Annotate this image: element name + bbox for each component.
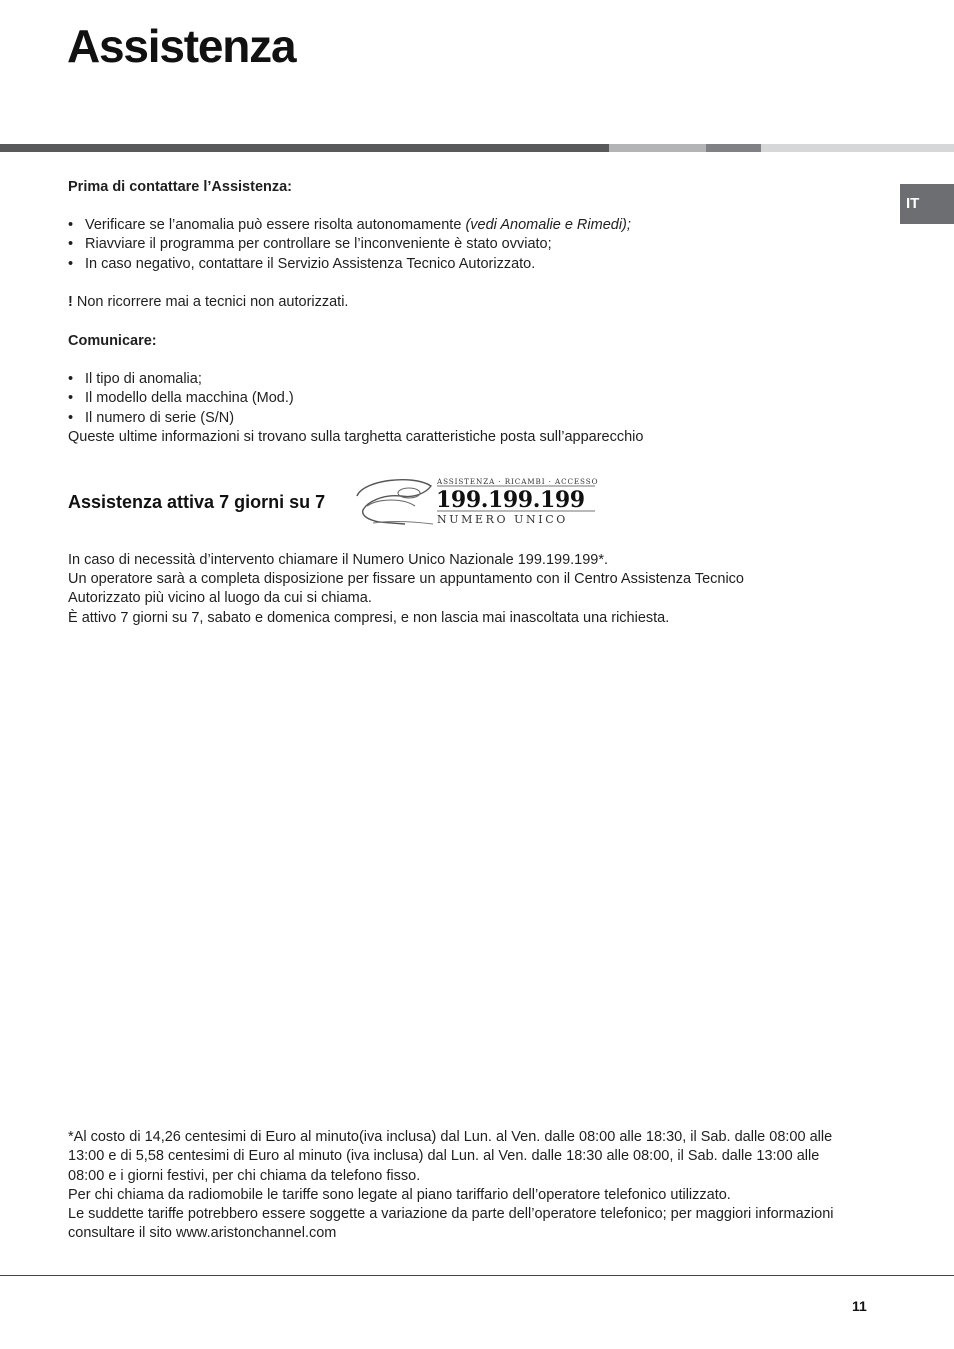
language-tab: IT [900, 184, 954, 224]
numero-unico-logo [353, 476, 598, 528]
footnote-line: consultare il sito www.aristonchannel.com [68, 1225, 337, 1241]
stripe-segment-light [609, 144, 706, 152]
page-number: 11 [852, 1298, 867, 1314]
cross-reference: (vedi Anomalie e Rimedi); [465, 217, 631, 233]
bullet-icon: • [68, 390, 74, 406]
stripe-segment-mid [706, 144, 761, 152]
warning-text: Non ricorrere mai a tecnici non autorizzati. [72, 294, 349, 310]
footnote-line: Per chi chiama da radiomobile le tariffe sono legate al piano tariffario dell’operatore telefonico utilizzato. [68, 1187, 731, 1203]
bullet-text: Il modello della macchina (Mod.) [85, 390, 294, 406]
bullet-icon: • [68, 217, 74, 233]
bullet-text: In caso negativo, contattare il Servizio Assistenza Tecnico Autorizzato. [85, 256, 536, 272]
bullet-icon: • [68, 410, 74, 426]
bullet-icon: • [68, 236, 74, 252]
footnote-line: 13:00 e di 5,58 centesimi di Euro al minuto (iva inclusa) dal Lun. al Ven. dalle 18:30 alle 08:00, il Sab. dalle 13:00 alle [68, 1148, 820, 1164]
logo-number: 199.199.199 [436, 487, 585, 513]
communicate-heading: Comunicare: [68, 333, 157, 349]
stripe-segment-dark [0, 144, 609, 152]
page-title: Assistenza [67, 20, 296, 72]
telephone-icon [353, 476, 598, 528]
bullet-text: Il tipo di anomalia; [85, 371, 202, 387]
list-item [68, 255, 535, 275]
bullet-icon: • [68, 371, 74, 387]
bullet-text: Verificare se l’anomalia può essere risolta autonomamente [85, 217, 466, 233]
footer-divider [0, 1275, 954, 1276]
bullet-text: Riavviare il programma per controllare se l’inconveniente è stato ovviato; [85, 236, 552, 252]
service-heading: Assistenza attiva 7 giorni su 7 [68, 492, 326, 512]
communicate-note: Queste ultime informazioni si trovano sulla targhetta caratteristiche posta sull’apparecchio [68, 429, 644, 445]
service-paragraph-line: È attivo 7 giorni su 7, sabato e domenica compresi, e non lascia mai inascoltata una richiesta. [68, 610, 670, 626]
list-item [68, 389, 294, 409]
footnote-line: *Al costo di 14,26 centesimi di Euro al minuto(iva inclusa) dal Lun. al Ven. dalle 08:00 alle 18:30, il Sab. dalle 08:00 alle [68, 1129, 833, 1145]
warning-icon: ! [68, 294, 73, 310]
stripe-segment-pale [761, 144, 954, 152]
list-item [68, 370, 202, 390]
service-paragraph-line: In caso di necessità d’intervento chiamare il Numero Unico Nazionale 199.199.199*. [68, 552, 609, 568]
footnote-line: Le suddette tariffe potrebbero essere soggette a variazione da parte dell’operatore telefonico; per maggiori informazioni [68, 1206, 834, 1222]
service-paragraph-line: Autorizzato più vicino al luogo da cui si chiama. [68, 590, 372, 606]
warning-note [68, 293, 348, 313]
list-item [68, 216, 631, 236]
bullet-icon: • [68, 256, 74, 272]
logo-top-text: ASSISTENZA · RICAMBI · ACCESSORI [437, 477, 598, 486]
before-contact-heading: Prima di contattare l’Assistenza: [68, 179, 293, 195]
service-paragraph-line: Un operatore sarà a completa disposizione per fissare un appuntamento con il Centro Assistenza Tecnico [68, 571, 744, 587]
bullet-text: Il numero di serie (S/N) [85, 410, 235, 426]
list-item [68, 235, 552, 255]
footnote-line: 08:00 e i giorni festivi, per chi chiama da telefono fisso. [68, 1168, 421, 1184]
list-item [68, 409, 234, 429]
logo-bottom-text: NUMERO UNICO [437, 513, 568, 526]
